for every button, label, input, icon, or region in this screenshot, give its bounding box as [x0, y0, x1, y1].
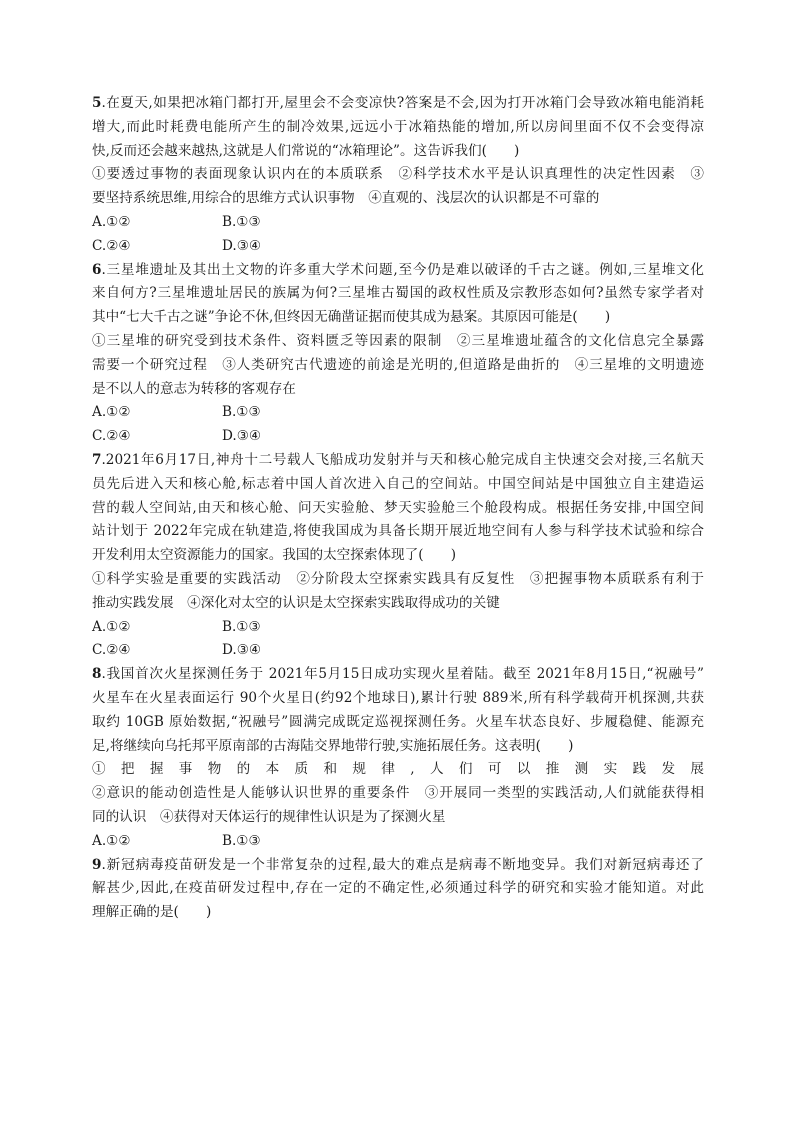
- question-number: 9: [92, 856, 102, 873]
- question-text: 是不以人的意志为转移的客观存在: [92, 380, 296, 397]
- answer-option[interactable]: C.②④: [92, 642, 131, 659]
- question-8: [92, 663, 704, 853]
- answer-option[interactable]: A.①②: [92, 213, 131, 230]
- answer-option[interactable]: D.③④: [222, 428, 262, 445]
- question-text: 其中“七大千古之谜”争论不休,但终因无确凿证据而使其成为悬案。其原因可能是( ): [92, 309, 611, 326]
- question-statements-line: [92, 187, 704, 211]
- question-text: 来自何方?三星堆遗址居民的族属为何?三星堆古蜀国的政权性质及宗教形态如何?虽然专家学者对: [92, 285, 704, 302]
- question-text: 需要一个研究过程 ③人类研究古代遗迹的前途是光明的,但道路是曲折的 ④三星堆的文明遗迹: [92, 356, 704, 373]
- question-stem-line: [92, 473, 704, 497]
- question-7: [92, 449, 704, 663]
- question-statements-line: [92, 568, 704, 592]
- question-6: [92, 259, 704, 449]
- question-statements-line: [92, 354, 704, 378]
- question-text: ①科学实验是重要的实践活动 ②分阶段太空探索实践具有反复性 ③把握事物本质联系有利于: [92, 570, 704, 587]
- question-number: 8: [92, 666, 102, 683]
- question-stem-line: [92, 116, 704, 140]
- question-text: 取约 10GB 原始数据,“祝融号”圆满完成既定巡视探测任务。火星车状态良好、步履稳健、能源充: [92, 713, 704, 730]
- question-number: 5: [92, 95, 102, 111]
- question-text: 要坚持系统思维,用综合的思维方式认识事物 ④直观的、浅层次的认识都是不可靠的: [92, 190, 600, 207]
- answer-option[interactable]: C.②④: [92, 428, 131, 445]
- question-number: 7: [92, 451, 102, 468]
- answer-option[interactable]: B.①③: [222, 404, 261, 421]
- question-text: 三星堆遗址及其出土文物的许多重大学术问题,至今仍是难以破译的千古之谜。例如,三星堆文化: [105, 261, 704, 278]
- options-row: [92, 616, 704, 640]
- question-statements-line: [92, 758, 704, 782]
- question-stem-line: [92, 520, 704, 544]
- question-text: 推动实践发展 ④深化对太空的认识是太空探索实践取得成功的关键: [92, 594, 500, 611]
- question-text: 增大,而此时耗费电能所产生的制冷效果,远远小于冰箱热能的增加,所以房间里面不仅不会变得凉: [92, 118, 704, 135]
- question-stem-line: 7.2021年6月17日,神舟十二号载人飞船成功发射并与天和核心舱完成自主快速交会对接,三名航天: [92, 451, 704, 468]
- answer-option[interactable]: B.①③: [222, 213, 261, 230]
- question-text: ①要透过事物的表面现象认识内在的本质联系 ②科学技术水平是认识真理性的决定性因素 ③: [92, 166, 704, 183]
- question-stem-line: [92, 497, 704, 521]
- answer-option[interactable]: D.③④: [222, 237, 262, 254]
- question-stem-line: [92, 687, 704, 711]
- options-row: [92, 425, 704, 449]
- question-text: 站计划于 2022年完成在轨建造,将使我国成为具备长期开展近地空间有人参与科学技术试验和综合: [92, 523, 704, 540]
- question-9: [92, 854, 704, 925]
- answer-option[interactable]: B.①③: [222, 832, 261, 849]
- question-stem-line: [92, 282, 704, 306]
- question-text: 理解正确的是( ): [92, 904, 212, 921]
- question-list: [92, 92, 704, 925]
- answer-option[interactable]: A.①②: [92, 404, 131, 421]
- question-text: ①把握事物的本质和规律,人们可以推测实践发展: [92, 761, 704, 778]
- question-5: [92, 92, 704, 259]
- answer-option[interactable]: B.①③: [222, 618, 261, 635]
- question-text: 在夏天,如果把冰箱门都打开,屋里会不会变凉快?答案是不会,因为打开冰箱门会导致冰箱电能消耗: [105, 95, 704, 111]
- question-stem-line: [92, 901, 704, 925]
- question-text: 2021年6月17日,神舟十二号载人飞船成功发射并与天和核心舱完成自主快速交会对接,三名航天: [105, 451, 704, 468]
- question-statements-line: [92, 782, 704, 806]
- question-text: 开发利用太空资源能力的国家。我国的太空探索体现了( ): [92, 547, 457, 564]
- question-text: 员先后进入天和核心舱,标志着中国人首次进入自己的空间站。中国空间站是中国独立自主建造运: [92, 475, 704, 492]
- question-stem-line: 8.我国首次火星探测任务于 2021年5月15日成功实现火星着陆。截至 2021年8月15日,“祝融号”: [92, 666, 704, 683]
- question-text: 营的载人空间站,由天和核心舱、问天实验舱、梦天实验舱三个舱段构成。根据任务安排,中国空间: [92, 499, 704, 516]
- question-stem-line: [92, 306, 704, 330]
- question-statements-line: [92, 592, 704, 616]
- question-text: ①三星堆的研究受到技术条件、资料匮乏等因素的限制 ②三星堆遗址蕴含的文化信息完全暴露: [92, 332, 704, 349]
- question-text: 火星车在火星表面运行 90个火星日(约92个地球日),累计行驶 889米,所有科学载荷开机探测,共获: [92, 689, 704, 706]
- question-stem-line: [92, 544, 704, 568]
- question-stem-line: [92, 711, 704, 735]
- question-text: 同的认识 ④获得对天体运行的规律性认识是为了探测火星: [92, 808, 446, 825]
- question-text: 足,将继续向乌托邦平原南部的古海陆交界地带行驶,实施拓展任务。这表明( ): [92, 737, 574, 754]
- question-stem-line: [92, 735, 704, 759]
- options-row: [92, 830, 704, 854]
- question-stem-line: 9.新冠病毒疫苗研发是一个非常复杂的过程,最大的难点是病毒不断地变异。我们对新冠病毒还了: [92, 856, 704, 873]
- question-text: 快,反而还会越来越热,这就是人们常说的“冰箱理论”。这告诉我们( ): [92, 142, 520, 159]
- question-statements-line: [92, 806, 704, 830]
- question-text: ②意识的能动创造性是人能够认识世界的重要条件 ③开展同一类型的实践活动,人们就能获得相: [92, 785, 704, 802]
- question-statements-line: [92, 330, 704, 354]
- question-text: 解甚少,因此,在疫苗研发过程中,存在一定的不确定性,必须通过科学的研究和实验才能知道。对此: [92, 880, 704, 897]
- options-row: [92, 235, 704, 259]
- question-stem-line: 5.在夏天,如果把冰箱门都打开,屋里会不会变凉快?答案是不会,因为打开冰箱门会导致冰箱电能消耗: [92, 95, 704, 111]
- question-stem-line: [92, 140, 704, 164]
- question-statements-line: [92, 163, 704, 187]
- answer-option[interactable]: D.③④: [222, 642, 262, 659]
- question-text: 我国首次火星探测任务于 2021年5月15日成功实现火星着陆。截至 2021年8月15日,“祝融号”: [105, 666, 704, 683]
- question-statements-line: [92, 378, 704, 402]
- options-row: [92, 639, 704, 663]
- answer-option[interactable]: A.①②: [92, 832, 131, 849]
- answer-option[interactable]: A.①②: [92, 618, 131, 635]
- question-number: 6: [92, 261, 102, 278]
- answer-option[interactable]: C.②④: [92, 237, 131, 254]
- question-stem-line: [92, 877, 704, 901]
- options-row: [92, 211, 704, 235]
- question-stem-line: 6.三星堆遗址及其出土文物的许多重大学术问题,至今仍是难以破译的千古之谜。例如,三星堆文化: [92, 261, 704, 278]
- options-row: [92, 401, 704, 425]
- question-text: 新冠病毒疫苗研发是一个非常复杂的过程,最大的难点是病毒不断地变异。我们对新冠病毒还了: [105, 856, 704, 873]
